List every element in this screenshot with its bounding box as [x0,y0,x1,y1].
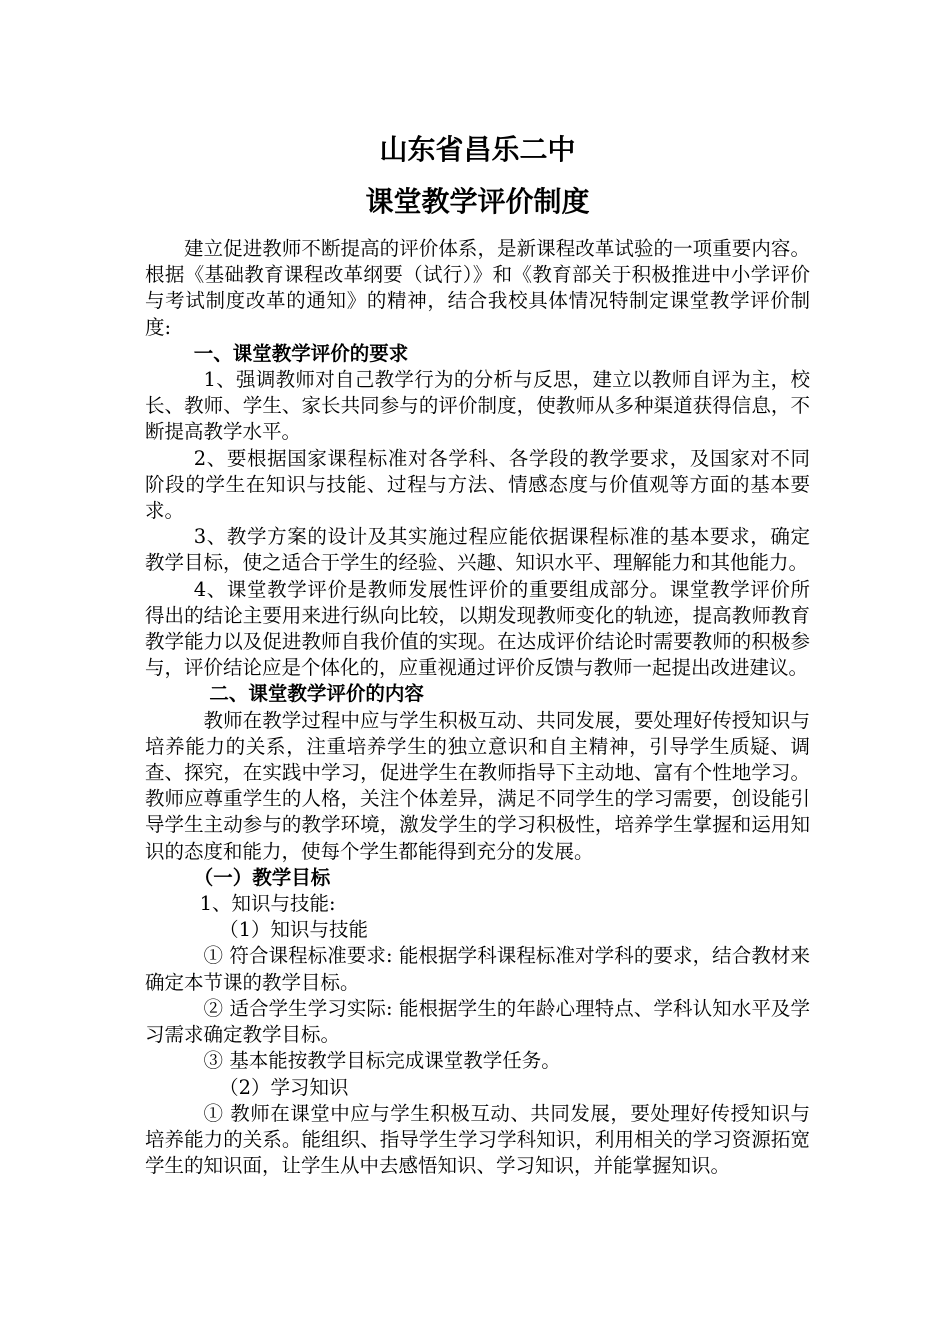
section1-item-4: 4、课堂教学评价是教师发展性评价的重要组成部分。课堂教学评价所得出的结论主要用来进行纵向比较，以期发现教师变化的轨迹，提高教师教育教学能力以及促进教师自我价值的实现。在达成评价结论时需要教师的积极参与，评价结论应是个体化的，应重视通过评价反馈与教师一起提出改进建议。 [145,577,810,680]
document-body [145,236,810,1179]
section1-item-3: 3、教学方案的设计及其实施过程应能依据课程标准的基本要求，确定教学目标，使之适合于学生的经验、兴趣、知识水平、理解能力和其他能力。 [145,525,810,575]
subsection1-heading: （一）教学目标 [193,865,331,889]
knowledge-point-1: ① 符合课程标准要求: 能根据学科课程标准对学科的要求，结合教材来确定本节课的教学目标。 [145,944,810,994]
knowledge-skills-sublabel: （1）知识与技能 [219,918,369,942]
intro-paragraph: 建立促进教师不断提高的评价体系，是新课程改革试验的一项重要内容。根据《基础教育课程改革纲要（试行）》和《教育部关于积极推进中小学评价与考试制度改革的通知》的精神，结合我校具体情况特制定课堂教学评价制度: [145,237,810,339]
section1-heading: 一、课堂教学评价的要求 [193,341,409,365]
document-title: 课堂教学评价制度 [365,185,590,218]
document-page [145,128,810,1179]
learning-point-1: ① 教师在课堂中应与学生积极互动、共同发展，要处理好传授知识与培养能力的关系。能组织、指导学生学习学科知识，利用相关的学习资源拓宽学生的知识面，让学生从中去感悟知识、学习知识，并能掌握知识。 [145,1101,810,1178]
section2-paragraph: 教师在教学过程中应与学生积极互动、共同发展，要处理好传授知识与培养能力的关系，注重培养学生的独立意识和自主精神，引导学生质疑、调查、探究，在实践中学习，促进学生在教师指导下主动地、富有个性地学习。教师应尊重学生的人格，关注个体差异，满足不同学生的学习需要，创设能引导学生主动参与的教学环境，激发学生的学习积极性，培养学生掌握和运用知识的态度和能力，使每个学生都能得到充分的发展。 [145,708,810,863]
section2-heading: 二、课堂教学评价的内容 [209,682,424,706]
learning-knowledge-sublabel: （2）学习知识 [219,1075,349,1099]
knowledge-point-3: ③ 基本能按教学目标完成课堂教学任务。 [203,1049,561,1073]
section1-item-2: 2、要根据国家课程标准对各学科、各学段的教学要求，及国家对不同阶段的学生在知识与技能、过程与方法、情感态度与价值观等方面的基本要求。 [145,446,810,523]
knowledge-point-2: ② 适合学生学习实际: 能根据学生的年龄心理特点、学科认知水平及学习需求确定教学目标。 [145,996,810,1047]
section1-item-1: 1、强调教师对自己教学行为的分析与反思，建立以教师自评为主，校长、教师、学生、家长共同参与的评价制度，使教师从多种渠道获得信息，不断提高教学水平。 [145,368,810,444]
school-title: 山东省昌乐二中 [379,133,576,166]
knowledge-skills-label: 1、知识与技能: [199,892,336,916]
